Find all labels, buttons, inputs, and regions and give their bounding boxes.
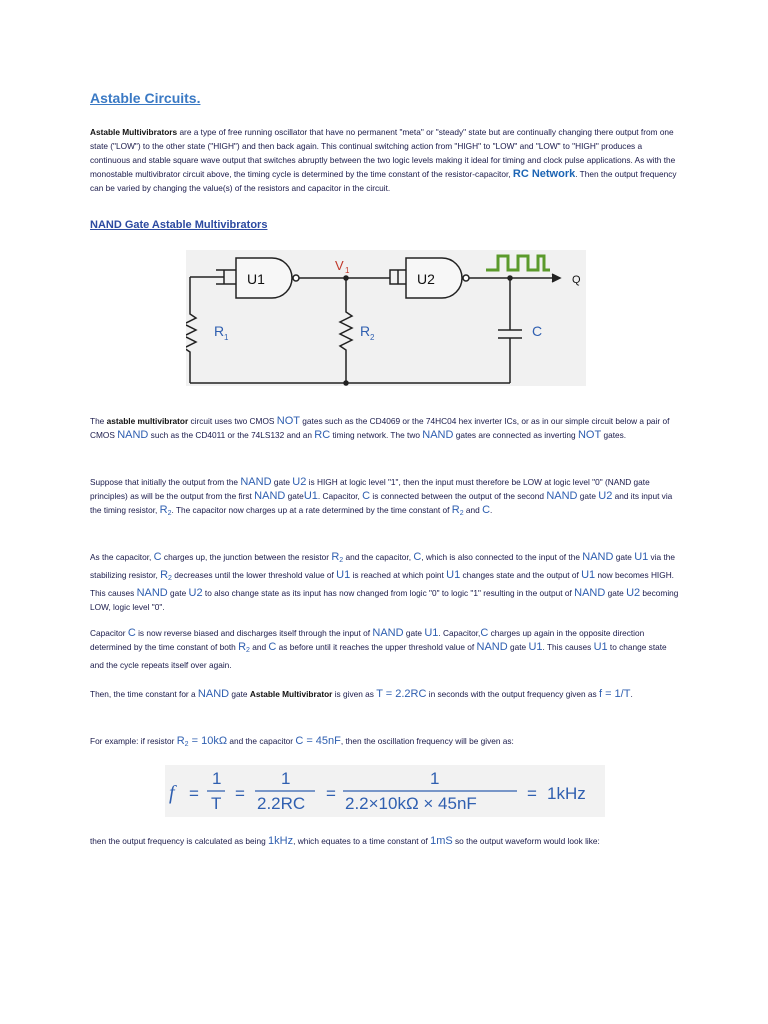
rc-network-link[interactable]: RC Network xyxy=(512,168,576,180)
text: Suppose that initially the output from the xyxy=(90,477,241,487)
highlight-term: R xyxy=(238,641,247,653)
text: As the capacitor, xyxy=(90,552,154,562)
subscript: 2 xyxy=(339,557,344,564)
formula-equals: = xyxy=(235,784,245,803)
u2-label: U2 xyxy=(417,271,435,287)
text: Capacitor xyxy=(90,628,128,638)
formula-numerator: 1 xyxy=(281,769,291,788)
text: gate xyxy=(271,477,293,487)
highlight-term: NAND xyxy=(422,429,454,441)
page-title: Astable Circuits. xyxy=(90,90,201,106)
highlight-term: U2 xyxy=(292,476,307,488)
frequency-formula xyxy=(165,765,605,817)
highlight-term: U2 xyxy=(188,587,203,599)
text: decreases until the lower threshold value of xyxy=(171,570,337,580)
formula-denominator-rc: 2.2RC xyxy=(257,794,306,813)
r1-subscript: 1 xyxy=(224,333,229,342)
text: changes state and the output of xyxy=(460,570,582,580)
highlight-term: R xyxy=(160,569,169,581)
highlight-term: T = 2.2RC xyxy=(376,688,427,700)
highlight-term: NAND xyxy=(197,688,230,700)
r1-label: R xyxy=(214,323,225,339)
text: , which is also connected to the input of the xyxy=(421,552,583,562)
formula-denominator-values: 2.2×10kΩ × 45nF xyxy=(345,794,477,813)
formula-result: 1kHz xyxy=(547,784,586,803)
text: is given as xyxy=(332,689,377,699)
text: , which equates to a time constant of xyxy=(293,836,431,846)
highlight-term: U1 xyxy=(336,569,351,581)
text: charges up, the junction between the resistor xyxy=(161,552,332,562)
text: gate xyxy=(613,552,635,562)
paragraph-example xyxy=(90,734,680,752)
text: is connected between the output of the second xyxy=(370,491,547,501)
text: . xyxy=(630,689,633,699)
highlight-term: U1 xyxy=(446,569,461,581)
text: to also change state as its input has now changed from logic "0" to logic "1" resulting in the output of xyxy=(202,588,575,598)
highlight-term: NAND xyxy=(117,429,149,441)
highlight-term: f = 1/T xyxy=(598,688,631,700)
formula-numerator: 1 xyxy=(430,769,440,788)
text: becoming LOW, logic level "0". xyxy=(90,588,679,612)
highlight-term: R xyxy=(176,735,185,747)
highlight-term: NOT xyxy=(577,429,602,441)
highlight-term: U1 xyxy=(593,641,608,653)
text: For example: if resistor xyxy=(90,736,177,746)
nand-astable-circuit-diagram xyxy=(186,250,586,386)
text: , then the oscillation frequency will be given as: xyxy=(340,736,514,746)
highlight-term: U1 xyxy=(303,490,318,502)
highlight-term: C xyxy=(268,641,277,653)
text: timing network. The two xyxy=(330,430,423,440)
text: . Then the output frequency can be varied by changing the value(s) of the resistors and capacitor in the circuit. xyxy=(90,169,677,193)
text: Then, the time constant for a xyxy=(90,689,198,699)
section-heading: NAND Gate Astable Multivibrators xyxy=(90,219,268,231)
text: and xyxy=(463,505,483,515)
highlight-term: R xyxy=(159,504,168,516)
highlight-term: U1 xyxy=(634,551,649,563)
text: gate xyxy=(577,491,599,501)
text: . Capacitor, xyxy=(317,491,363,501)
text: now becomes HIGH. This causes xyxy=(90,570,674,598)
text: gates such as the CD4069 or the 74HC04 hex inverter ICs, or as in our simple circuit below a pair of CMOS xyxy=(90,416,670,440)
text: then the output frequency is calculated as being xyxy=(90,836,269,846)
formula-equals: = xyxy=(189,784,199,803)
intro-paragraph xyxy=(90,125,680,195)
text: in seconds with the output frequency given as xyxy=(426,689,599,699)
highlight-term: C xyxy=(480,627,489,639)
paragraph-conclusion xyxy=(90,834,680,848)
paragraph-initial-state xyxy=(90,475,680,521)
highlight-term: U2 xyxy=(626,587,641,599)
text: is reached at which point xyxy=(350,570,447,580)
text: to change state and the cycle repeats itself over again. xyxy=(90,642,667,670)
highlight-term: NAND xyxy=(546,490,578,502)
paragraph-time-constant xyxy=(90,687,680,701)
formula-period: T xyxy=(211,794,222,813)
paragraph-discharging xyxy=(90,626,680,672)
text: are a type of free running oscillator that have no permanent "meta" or "steady" state but are continually changing there output from one state ("LOW") to the other state ("HIGH") and then back again. This continual switching action from "HIGH" to "LOW" and "LOW" to "HIGH" produces a continuous and stable square wave output that switches abruptly between the two logic levels making it ideal for timing and clock pulse applications. As with the monostable multivibrator circuit above, the timing cycle is determined by the time constant of the resistor-capacitor, xyxy=(90,127,676,179)
text: so the output waveform would look like: xyxy=(452,836,600,846)
text: . This causes xyxy=(542,642,594,652)
text: and its input via the timing resistor, xyxy=(90,491,673,515)
subscript: 2 xyxy=(184,741,189,748)
bold-term: astable multivibrator xyxy=(106,416,189,426)
highlight-term: C xyxy=(413,551,422,563)
highlight-term: C xyxy=(153,551,162,563)
bold-term: Astable Multivibrator xyxy=(249,689,333,699)
formula-equals: = xyxy=(527,784,537,803)
highlight-term: NAND xyxy=(372,627,404,639)
highlight-term: R xyxy=(331,551,340,563)
highlight-term: C xyxy=(127,627,136,639)
text: is now reverse biased and discharges itself through the input of xyxy=(135,628,373,638)
paragraph-cmos xyxy=(90,414,680,442)
formula-numerator: 1 xyxy=(212,769,222,788)
highlight-term: 1kHz xyxy=(268,835,294,847)
c-label: C xyxy=(532,323,543,339)
highlight-term: C xyxy=(362,490,371,502)
text: and the capacitor, xyxy=(343,552,414,562)
text: . The capacitor now charges up at a rate determined by the time constant of xyxy=(171,505,452,515)
text: gates are connected as inverting xyxy=(453,430,578,440)
text: such as the CD4011 or the 74LS132 and an xyxy=(148,430,315,440)
text: and xyxy=(249,642,269,652)
r2-subscript: 2 xyxy=(370,333,375,342)
subscript: 2 xyxy=(246,647,250,654)
text: charges up again in the opposite direction determined by the time constant of both xyxy=(90,628,645,652)
formula-f: f xyxy=(169,782,175,804)
highlight-term: U1 xyxy=(424,627,439,639)
highlight-term: U2 xyxy=(598,490,613,502)
highlight-term: C xyxy=(482,504,491,516)
subscript: 2 xyxy=(167,510,172,517)
highlight-term: NAND xyxy=(574,587,606,599)
formula-equals: = xyxy=(326,784,336,803)
highlight-term: U1 xyxy=(581,569,596,581)
text: gate xyxy=(229,689,250,699)
text: as before until it reaches the upper threshold value of xyxy=(276,642,477,652)
text: circuit uses two CMOS xyxy=(188,416,277,426)
text: The xyxy=(90,416,107,426)
highlight-term: = 10kΩ xyxy=(188,735,228,747)
highlight-term: R xyxy=(451,504,460,516)
highlight-term: NAND xyxy=(254,490,286,502)
u1-label: U1 xyxy=(247,271,265,287)
text: gate xyxy=(285,491,304,501)
subscript: 2 xyxy=(168,575,172,582)
highlight-term: NAND xyxy=(136,587,168,599)
text: is HIGH at logic level "1", then the input must therefore be LOW at logic level "0" (NAND gate principles) as will be the output from the first xyxy=(90,477,650,501)
text: gate xyxy=(605,588,627,598)
text: gate xyxy=(403,628,425,638)
text: and the capacitor xyxy=(227,736,296,746)
text: gate xyxy=(507,642,529,652)
text: . xyxy=(490,505,493,515)
highlight-term: U1 xyxy=(528,641,543,653)
text: gates. xyxy=(601,430,627,440)
highlight-term: NAND xyxy=(582,551,614,563)
paragraph-charging xyxy=(90,550,680,614)
r2-label: R xyxy=(360,323,371,339)
highlight-term: RC xyxy=(314,429,331,441)
highlight-term: 1mS xyxy=(430,835,453,847)
highlight-term: NOT xyxy=(276,415,300,427)
text: via the stabilizing resistor, xyxy=(90,552,676,580)
highlight-term: NAND xyxy=(240,476,272,488)
v1-label: V xyxy=(335,258,344,273)
bold-term: Astable Multivibrators xyxy=(90,127,178,137)
highlight-term: C = 45nF xyxy=(295,735,341,747)
subscript: 2 xyxy=(459,510,464,517)
text: gate xyxy=(167,588,189,598)
inversion-bubble xyxy=(463,275,469,281)
inversion-bubble xyxy=(293,275,299,281)
text: . Capacitor, xyxy=(438,628,481,638)
q-label: Q xyxy=(572,274,581,286)
highlight-term: NAND xyxy=(476,641,508,653)
v1-subscript: 1 xyxy=(345,266,350,275)
